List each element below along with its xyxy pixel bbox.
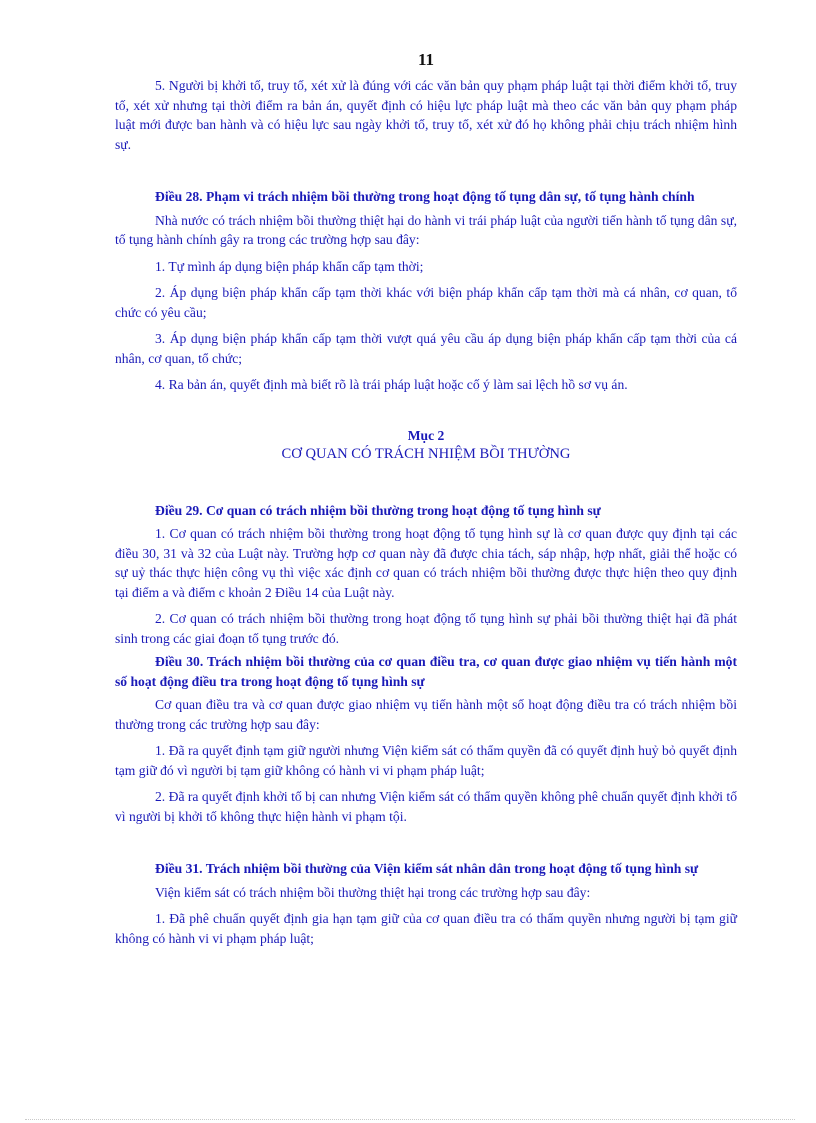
article-28-intro: Nhà nước có trách nhiệm bồi thường thiệt hại do hành vi trái pháp luật của người tiến hành tố tụng dân sự, tố tụng hành chính gây ra trong các trường hợp sau đây:: [115, 212, 737, 247]
article-29-item-2: 2. Cơ quan có trách nhiệm bồi thường trong hoạt động tố tụng hình sự phải bồi thường thiệt hại đã phát sinh trong các giai đoạn tố tụng trước đó.: [115, 611, 737, 646]
article-30-item-1: 1. Đã ra quyết định tạm giữ người nhưng Viện kiểm sát có thẩm quyền đã có quyết định huỷ bỏ quyết định tạm giữ đó vì người bị tạm giữ không có hành vi vi phạm pháp luật;: [115, 743, 737, 778]
article-28-item-3: 3. Áp dụng biện pháp khẩn cấp tạm thời vượt quá yêu cầu áp dụng biện pháp khẩn cấp tạm thời của cá nhân, cơ quan, tổ chức;: [115, 331, 737, 366]
article-28-item-2: 2. Áp dụng biện pháp khẩn cấp tạm thời khác với biện pháp khẩn cấp tạm thời mà cá nhân, cơ quan, tổ chức có yêu cầu;: [115, 285, 737, 320]
page-number: 11: [417, 50, 435, 69]
section-label: Mục 2: [407, 427, 445, 443]
article-29-heading: Điều 29. Cơ quan có trách nhiệm bồi thường trong hoạt động tố tụng hình sự: [155, 502, 601, 518]
article-30-heading: Điều 30. Trách nhiệm bồi thường của cơ quan điều tra, cơ quan được giao nhiệm vụ tiến hành một số hoạt động điều tra trong hoạt động tố tụng hình sự: [115, 654, 737, 689]
section-title: CƠ QUAN CÓ TRÁCH NHIỆM BỒI THƯỜNG: [281, 446, 571, 462]
article-28-item-1: 1. Tự mình áp dụng biện pháp khẩn cấp tạm thời;: [155, 258, 424, 274]
paragraph-clause-5: 5. Người bị khởi tố, truy tố, xét xử là đúng với các văn bản quy phạm pháp luật tại thời điểm khởi tố, truy tố, xét xử nhưng tại thời điểm ra bản án, quyết định có hiệu lực pháp luật mà theo các văn bản quy phạm pháp luật mới được ban hành và có hiệu lực sau ngày khởi tố, truy tố, xét xử đó họ không phải chịu trách nhiệm hình sự.: [115, 78, 737, 152]
article-31-intro: Viện kiểm sát có trách nhiệm bồi thường thiệt hại trong các trường hợp sau đây:: [155, 884, 591, 900]
article-31-item-1: 1. Đã phê chuẩn quyết định gia hạn tạm giữ của cơ quan điều tra có thẩm quyền nhưng người bị tạm giữ không có hành vi vi phạm pháp luật;: [115, 911, 737, 946]
article-28-item-4: 4. Ra bản án, quyết định mà biết rõ là trái pháp luật hoặc cố ý làm sai lệch hồ sơ vụ án.: [155, 377, 628, 392]
article-30-intro: Cơ quan điều tra và cơ quan được giao nhiệm vụ tiến hành một số hoạt động điều tra có trách nhiệm bồi thường trong các trường hợp sau đây:: [115, 697, 737, 732]
document-body: [115, 76, 737, 948]
article-29-item-1: 1. Cơ quan có trách nhiệm bồi thường trong hoạt động tố tụng hình sự là cơ quan được quy định tại các điều 30, 31 và 32 của Luật này. Trường hợp cơ quan này đã được chia tách, sáp nhập, hợp nhất, giải thể hoặc có sự uỷ thác thực hiện công vụ thì việc xác định cơ quan có trách nhiệm bồi thường được thực hiện theo quy định tại điểm a và điểm c khoản 2 Điều 14 của Luật này.: [115, 526, 737, 600]
article-28-heading: Điều 28. Phạm vi trách nhiệm bồi thường trong hoạt động tố tụng dân sự, tố tụng hành chính: [155, 189, 695, 204]
article-31-heading: Điều 31. Trách nhiệm bồi thường của Viện kiểm sát nhân dân trong hoạt động tố tụng hình sự: [155, 861, 699, 876]
article-30-item-2: 2. Đã ra quyết định khởi tố bị can nhưng Viện kiểm sát có thẩm quyền không phê chuẩn quyết định khởi tố vì người bị khởi tố không thực hiện hành vi phạm tội.: [115, 789, 737, 824]
page-bottom-divider: [25, 1119, 795, 1120]
